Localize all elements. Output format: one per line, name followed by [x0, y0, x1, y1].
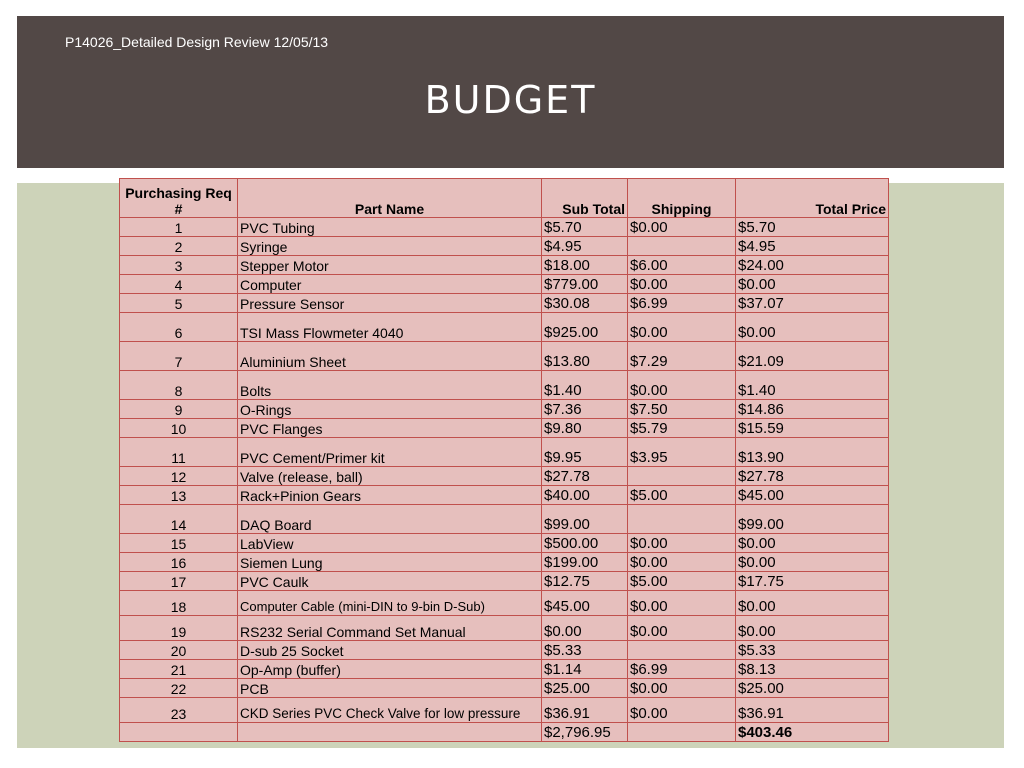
table-row — [120, 294, 889, 313]
cell-part: Siemen Lung — [238, 553, 542, 572]
cell-sub: $27.78 — [542, 467, 628, 486]
cell-req: 16 — [120, 553, 238, 572]
cell-sub: $30.08 — [542, 294, 628, 313]
cell-req: 1 — [120, 218, 238, 237]
grand-sub-total: $2,796.95 — [542, 723, 628, 742]
cell-total: $45.00 — [736, 486, 889, 505]
table-row — [120, 419, 889, 438]
table-row — [120, 534, 889, 553]
cell-sub: $9.95 — [542, 438, 628, 467]
cell-part: LabView — [238, 534, 542, 553]
budget-table — [119, 178, 889, 742]
cell-sub: $1.14 — [542, 660, 628, 679]
cell-total: $0.00 — [736, 275, 889, 294]
table-row — [120, 553, 889, 572]
cell-sub: $40.00 — [542, 486, 628, 505]
cell-ship-empty — [628, 723, 736, 742]
cell-total: $37.07 — [736, 294, 889, 313]
cell-part: Pressure Sensor — [238, 294, 542, 313]
cell-part: Valve (release, ball) — [238, 467, 542, 486]
cell-req: 4 — [120, 275, 238, 294]
cell-part: Computer Cable (mini-DIN to 9-bin D-Sub) — [238, 591, 542, 616]
table-row — [120, 486, 889, 505]
cell-req: 18 — [120, 591, 238, 616]
cell-ship: $0.00 — [628, 591, 736, 616]
cell-ship: $5.79 — [628, 419, 736, 438]
cell-ship: $7.29 — [628, 342, 736, 371]
cell-req: 2 — [120, 237, 238, 256]
cell-sub: $0.00 — [542, 616, 628, 641]
cell-sub: $9.80 — [542, 419, 628, 438]
cell-req: 12 — [120, 467, 238, 486]
cell-total: $24.00 — [736, 256, 889, 275]
cell-ship: $0.00 — [628, 275, 736, 294]
cell-ship: $5.00 — [628, 572, 736, 591]
cell-part: PVC Caulk — [238, 572, 542, 591]
cell-sub: $45.00 — [542, 591, 628, 616]
cell-total: $0.00 — [736, 534, 889, 553]
cell-part: PVC Tubing — [238, 218, 542, 237]
cell-total: $17.75 — [736, 572, 889, 591]
header-req-line1: Purchasing Req — [125, 185, 232, 201]
cell-part: TSI Mass Flowmeter 4040 — [238, 313, 542, 342]
cell-req: 5 — [120, 294, 238, 313]
cell-req: 6 — [120, 313, 238, 342]
slide-header — [17, 16, 1004, 168]
slide-title: BUDGET — [424, 78, 597, 122]
table-row — [120, 698, 889, 723]
table-row — [120, 218, 889, 237]
cell-ship: $0.00 — [628, 679, 736, 698]
cell-part: Aluminium Sheet — [238, 342, 542, 371]
cell-ship: $0.00 — [628, 218, 736, 237]
cell-sub: $4.95 — [542, 237, 628, 256]
cell-sub: $13.80 — [542, 342, 628, 371]
cell-sub: $7.36 — [542, 400, 628, 419]
cell-ship — [628, 505, 736, 534]
cell-req: 8 — [120, 371, 238, 400]
table-row — [120, 400, 889, 419]
cell-sub: $25.00 — [542, 679, 628, 698]
table-header-row — [120, 179, 889, 218]
table-row — [120, 467, 889, 486]
cell-part: PVC Flanges — [238, 419, 542, 438]
cell-total: $5.33 — [736, 641, 889, 660]
table-row — [120, 371, 889, 400]
cell-part: Op-Amp (buffer) — [238, 660, 542, 679]
cell-total: $25.00 — [736, 679, 889, 698]
cell-sub: $18.00 — [542, 256, 628, 275]
cell-part: Computer — [238, 275, 542, 294]
cell-ship: $0.00 — [628, 553, 736, 572]
cell-ship: $0.00 — [628, 371, 736, 400]
cell-total: $14.86 — [736, 400, 889, 419]
table-row — [120, 275, 889, 294]
cell-part: DAQ Board — [238, 505, 542, 534]
cell-ship: $0.00 — [628, 313, 736, 342]
header-shipping: Shipping — [628, 179, 736, 218]
cell-sub: $99.00 — [542, 505, 628, 534]
cell-part: D-sub 25 Socket — [238, 641, 542, 660]
cell-part: Stepper Motor — [238, 256, 542, 275]
cell-ship: $6.99 — [628, 660, 736, 679]
cell-part: Syringe — [238, 237, 542, 256]
cell-ship: $0.00 — [628, 616, 736, 641]
cell-part-empty — [238, 723, 542, 742]
header-total-price: Total Price — [736, 179, 889, 218]
table-row — [120, 591, 889, 616]
table-row — [120, 313, 889, 342]
cell-sub: $1.40 — [542, 371, 628, 400]
cell-total: $4.95 — [736, 237, 889, 256]
header-sub-total: Sub Total — [542, 179, 628, 218]
cell-req: 15 — [120, 534, 238, 553]
cell-total: $99.00 — [736, 505, 889, 534]
cell-ship: $3.95 — [628, 438, 736, 467]
cell-ship — [628, 641, 736, 660]
table-row — [120, 679, 889, 698]
cell-req: 10 — [120, 419, 238, 438]
cell-total: $36.91 — [736, 698, 889, 723]
grand-total-price: $403.46 — [736, 723, 889, 742]
cell-ship: $0.00 — [628, 534, 736, 553]
cell-ship: $6.00 — [628, 256, 736, 275]
header-part-name: Part Name — [238, 179, 542, 218]
cell-part: PVC Cement/Primer kit — [238, 438, 542, 467]
cell-part: PCB — [238, 679, 542, 698]
cell-total: $1.40 — [736, 371, 889, 400]
cell-total: $13.90 — [736, 438, 889, 467]
cell-part: O-Rings — [238, 400, 542, 419]
cell-total: $5.70 — [736, 218, 889, 237]
cell-req-empty — [120, 723, 238, 742]
slide-subtitle: P14026_Detailed Design Review 12/05/13 — [65, 34, 329, 50]
cell-sub: $925.00 — [542, 313, 628, 342]
cell-sub: $199.00 — [542, 553, 628, 572]
cell-ship — [628, 237, 736, 256]
cell-sub: $36.91 — [542, 698, 628, 723]
cell-total: $0.00 — [736, 616, 889, 641]
table-row — [120, 342, 889, 371]
header-req-line2: # — [174, 201, 183, 217]
header-purchasing-req — [120, 179, 238, 218]
cell-part: CKD Series PVC Check Valve for low pressure — [238, 698, 542, 723]
cell-req: 3 — [120, 256, 238, 275]
table-row — [120, 237, 889, 256]
cell-sub: $5.70 — [542, 218, 628, 237]
table-row — [120, 572, 889, 591]
cell-total: $0.00 — [736, 313, 889, 342]
cell-sub: $779.00 — [542, 275, 628, 294]
cell-sub: $500.00 — [542, 534, 628, 553]
cell-req: 14 — [120, 505, 238, 534]
cell-total: $0.00 — [736, 553, 889, 572]
cell-total: $8.13 — [736, 660, 889, 679]
cell-req: 23 — [120, 698, 238, 723]
cell-ship: $6.99 — [628, 294, 736, 313]
cell-sub: $12.75 — [542, 572, 628, 591]
cell-part: Bolts — [238, 371, 542, 400]
cell-req: 11 — [120, 438, 238, 467]
cell-part: Rack+Pinion Gears — [238, 486, 542, 505]
table-totals-row — [120, 723, 889, 742]
cell-part: RS232 Serial Command Set Manual — [238, 616, 542, 641]
table-row — [120, 660, 889, 679]
cell-ship: $7.50 — [628, 400, 736, 419]
cell-total: $15.59 — [736, 419, 889, 438]
table-row — [120, 505, 889, 534]
table-row — [120, 256, 889, 275]
cell-total: $27.78 — [736, 467, 889, 486]
cell-total: $0.00 — [736, 591, 889, 616]
cell-ship: $5.00 — [628, 486, 736, 505]
table-row — [120, 641, 889, 660]
cell-req: 19 — [120, 616, 238, 641]
cell-req: 17 — [120, 572, 238, 591]
cell-ship: $0.00 — [628, 698, 736, 723]
table-row — [120, 438, 889, 467]
cell-sub: $5.33 — [542, 641, 628, 660]
cell-req: 22 — [120, 679, 238, 698]
cell-req: 13 — [120, 486, 238, 505]
cell-total: $21.09 — [736, 342, 889, 371]
cell-req: 21 — [120, 660, 238, 679]
table-row — [120, 616, 889, 641]
cell-req: 20 — [120, 641, 238, 660]
cell-req: 7 — [120, 342, 238, 371]
cell-ship — [628, 467, 736, 486]
cell-req: 9 — [120, 400, 238, 419]
